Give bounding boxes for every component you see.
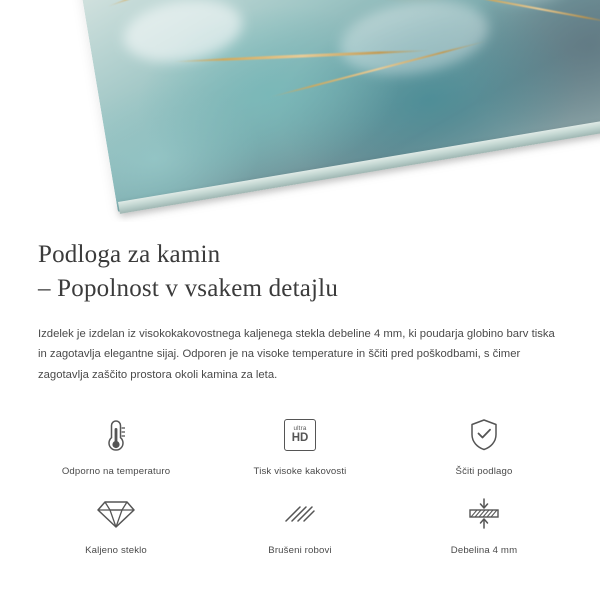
diamond-icon <box>96 491 136 537</box>
feature-label: Debelina 4 mm <box>450 545 518 557</box>
feature-thickness-4mm <box>392 491 576 556</box>
feature-label: Brušeni robovi <box>268 545 332 557</box>
sparkle-icon <box>498 168 528 198</box>
ultra-hd-badge <box>284 419 316 451</box>
sparkle-icon <box>524 192 542 210</box>
feature-high-quality-print <box>208 412 392 477</box>
feature-label: Tisk visoke kakovosti <box>253 466 347 478</box>
ultra-hd-badge-top: ultra <box>293 424 307 432</box>
hero-image-inner <box>0 0 600 222</box>
ultra-hd-icon <box>284 412 316 458</box>
feature-label: Kaljeno steklo <box>85 545 147 557</box>
feature-polished-edges <box>208 491 392 556</box>
ultra-hd-badge-bottom: HD <box>291 432 309 445</box>
feature-grid <box>0 412 600 556</box>
polished-edges-icon <box>280 491 320 537</box>
thickness-4mm-icon <box>464 491 504 537</box>
thermometer-icon <box>98 412 134 458</box>
content-block <box>0 222 600 386</box>
feature-protects-surface <box>392 412 576 477</box>
headline-line-1: Podloga za kamin <box>38 241 221 268</box>
page-title <box>38 238 562 306</box>
hero-image <box>0 0 600 222</box>
description-paragraph: Izdelek je izdelan iz visokokakovostnega kaljenega stekla debeline 4 mm, ki poudarja globino barv tiska in zagotavlja elegantne sijaj. Odporen je na visoke temperature in ščiti pred poškodbami, s čimer zagotavlja zaščito prostora okoli kamina za leta. <box>38 327 555 382</box>
glass-panel-artwork <box>64 0 600 212</box>
shield-check-icon <box>466 412 502 458</box>
feature-temperature-resistant <box>24 412 208 477</box>
feature-label: Odporno na temperaturo <box>61 466 171 478</box>
feature-tempered-glass <box>24 491 208 556</box>
headline-line-2: – Popolnost v vsakem detajlu <box>38 274 339 302</box>
sparkle-icon <box>476 196 488 208</box>
feature-label: Ščiti podlago <box>455 466 513 478</box>
